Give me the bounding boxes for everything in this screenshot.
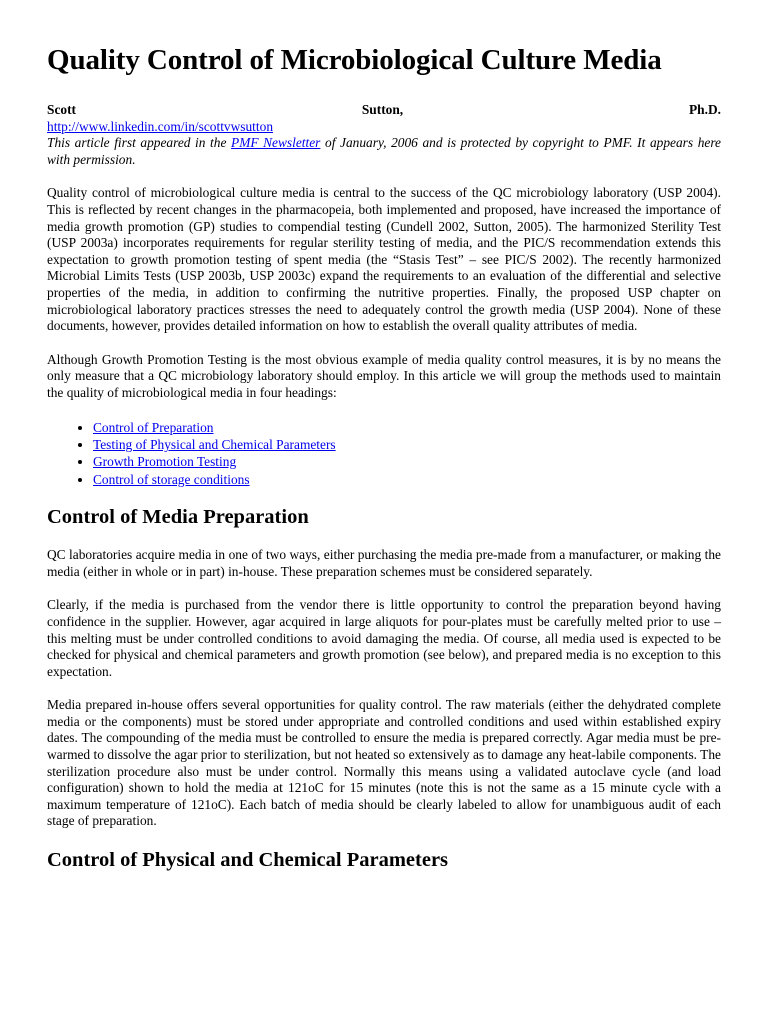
section1-paragraph-2: Clearly, if the media is purchased from the vendor there is little opportunity to control the preparation beyond having confidence in the supplier. However, agar acquired in large aliquots for pour-plates must be carefully melted prior to use – this melting must be under controlled conditions to avoid damaging the media. Of course, all media used is expected to be checked for physical and chemical parameters and growth promotion (see below), and prepared media is no exception to this expectation. xyxy=(47,597,721,679)
section-heading-media-preparation: Control of Media Preparation xyxy=(47,506,309,529)
notice-before: This article first appeared in the xyxy=(47,135,232,151)
toc-item xyxy=(93,436,721,453)
section-heading-physical-chemical: Control of Physical and Chemical Parameters xyxy=(47,849,449,872)
toc-item xyxy=(93,453,721,470)
toc-list xyxy=(47,419,721,489)
author-first-name: Scott xyxy=(47,102,77,117)
toc-link-storage[interactable]: Control of storage conditions xyxy=(93,471,250,487)
author-line xyxy=(47,102,721,119)
notice-after: of January, 2006 and is protected by copyright to PMF. It appears here with permission. xyxy=(47,135,721,167)
toc-link-growth-promotion[interactable]: Growth Promotion Testing xyxy=(93,454,237,470)
section1-paragraph-3: Media prepared in-house offers several opportunities for quality control. The raw materials (either the dehydrated complete media or the components) must be stored under appropriate and controlled conditions and used within established expiry dates. The compounding of the media must be controlled to ensure the media is prepared correctly. Agar media must be pre-warmed to dissolve the agar prior to sterilization, but not heated so extensively as to damage any heat-labile components. The sterilization procedure also must be under control. Normally this means using a validated autoclave cycle (and load configuration) shown to hold the media at 121oC for 15 minutes (note this is not the same as a 15 minute cycle with a maximum temperature of 121oC). Each batch of media should be clearly labeled to allow for unambiguous audit of each stage of preparation. xyxy=(47,697,721,829)
author-block xyxy=(47,102,721,168)
linkedin-link[interactable]: http://www.linkedin.com/in/scottvwsutton xyxy=(47,118,274,134)
author-last-name: Sutton, xyxy=(361,102,404,117)
intro-paragraph-1: Quality control of microbiological culture media is central to the success of the QC microbiology laboratory (USP 2004). This is reflected by recent changes in the pharmacopeia, both implemented and proposed, have increased the importance of media growth promotion (GP) studies to compendial testing (Cundell 2002, Sutton, 2005). The harmonized Sterility Test (USP 2003a) incorporates requirements for regular sterility testing of media, and the PIC/S recommendation extends this expectation to growth promotion testing of spent media (the “Stasis Test” – see PIC/S 2002). The recently harmonized Microbial Limits Tests (USP 2003b, USP 2003c) expand the requirements to an evaluation of the differential and selective properties of the media, in addition to confirming the nutritive properties. Finally, the proposed USP chapter on microbiological laboratory practices stresses the need to adequately control the growth media (USP 2004). None of these documents, however, provides detailed information on how to establish the overall quality attributes of media. xyxy=(47,185,721,334)
page-title: Quality Control of Microbiological Culture Media xyxy=(47,44,662,76)
author-degree: Ph.D. xyxy=(688,102,721,117)
copyright-notice xyxy=(47,135,721,168)
section1-paragraph-1: QC laboratories acquire media in one of two ways, either purchasing the media pre-made from a manufacturer, or making the media (either in whole or in part) in-house. These preparation schemes must be considered separately. xyxy=(47,547,721,579)
pmf-newsletter-link[interactable]: PMF Newsletter xyxy=(231,135,321,151)
intro-paragraph-2: Although Growth Promotion Testing is the most obvious example of media quality control measures, it is by no means the only measure that a QC microbiology laboratory should employ. In this article we will group the methods used to maintain the quality of microbiological media in four headings: xyxy=(47,351,721,400)
toc-item xyxy=(93,471,721,488)
toc-link-physical-chemical[interactable]: Testing of Physical and Chemical Parameters xyxy=(93,436,336,452)
toc-item xyxy=(93,419,721,436)
toc-link-preparation[interactable]: Control of Preparation xyxy=(93,419,214,435)
